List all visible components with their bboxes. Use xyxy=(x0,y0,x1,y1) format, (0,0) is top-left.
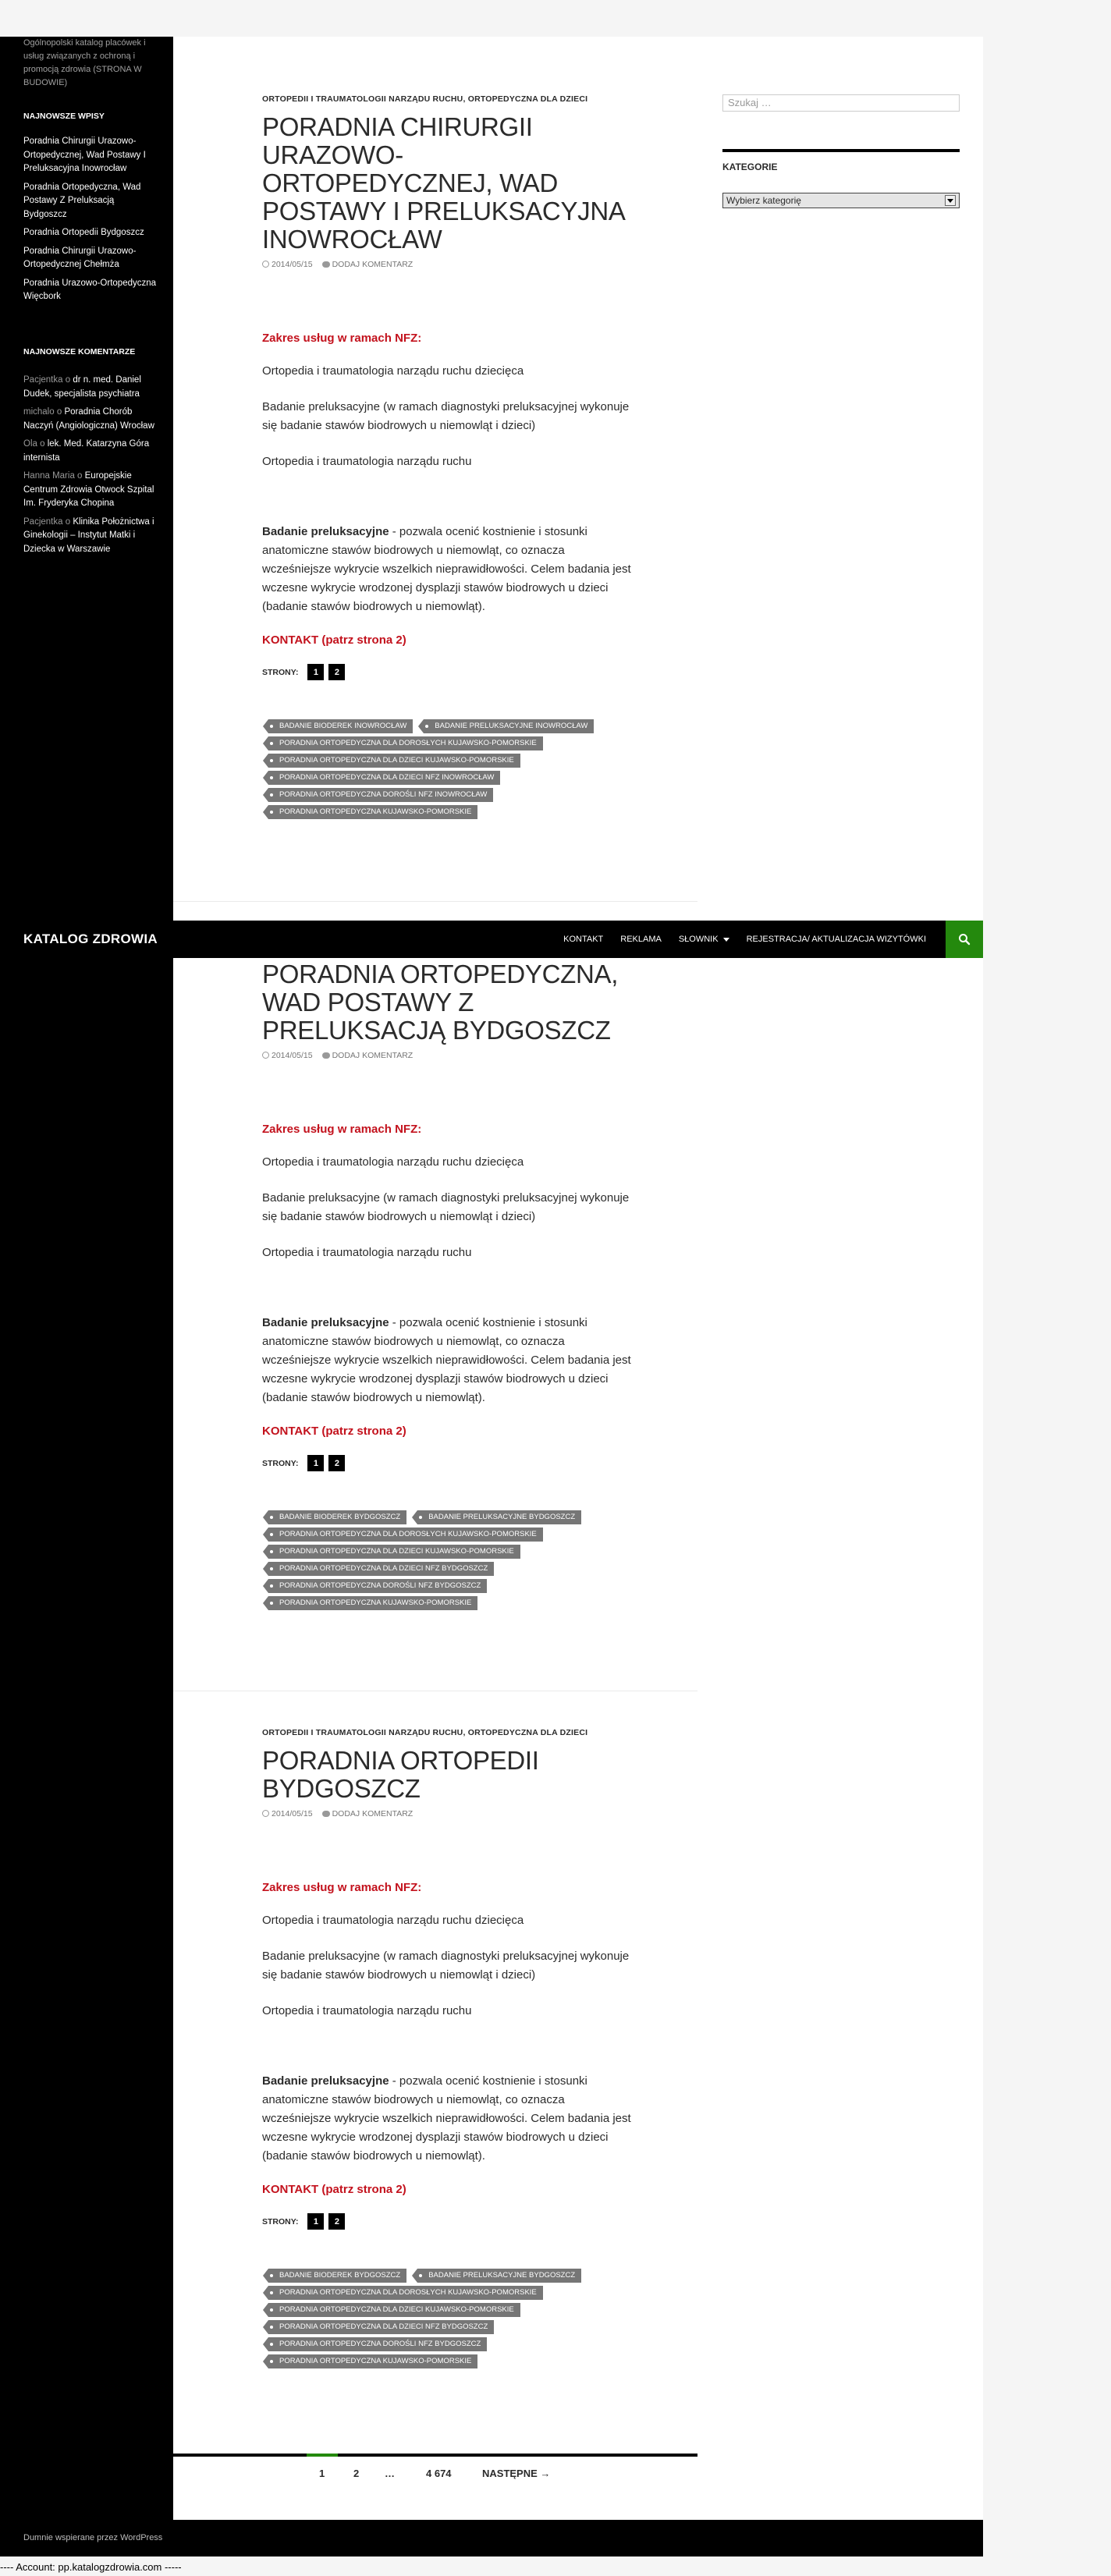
paragraph: Badanie preluksacyjne (w ramach diagnostyki preluksacyjnej wykonuje się badanie stawów biodrowych u niemowląt i dzieci) xyxy=(262,1950,630,1982)
pagination-last[interactable]: 4 674 xyxy=(426,2468,452,2479)
account-line: ---- Account: pp.katalogzdrowia.com ----- xyxy=(0,2561,182,2573)
paragraph: Ortopedia i traumatologia narządu ruchu dziecięca xyxy=(262,1155,524,1169)
comment-post-link[interactable]: Poradnia Chorób Naczyń (Angiologiczna) Wrocław xyxy=(23,407,154,431)
page-links xyxy=(262,2213,632,2230)
pagination-current: 1 xyxy=(319,2468,325,2479)
article-date-text: 2014/05/15 xyxy=(272,1809,313,1818)
paragraph-description xyxy=(262,523,632,616)
pagination-next[interactable]: NASTĘPNE → xyxy=(482,2468,551,2479)
comment-item xyxy=(23,438,160,465)
description-text: - pozwala ocenić kostnienie i stosunki anatomiczne stawów biodrowych u niemowląt, co oznacza wcześniejsze wykrycie wszelkich nieprawidłowości. Celem badania jest wczesne wykrycie wrodzonej dysplazji stawów biodrowych u dzieci (badanie stawów biodrowych u niemowląt). xyxy=(262,2074,631,2163)
add-comment-text: DODAJ KOMENTARZ xyxy=(332,1051,414,1060)
article-separator xyxy=(173,901,697,902)
add-comment-link[interactable] xyxy=(322,1051,414,1060)
pages-label: STRONY: xyxy=(262,2216,299,2227)
comment-icon xyxy=(322,1811,330,1817)
tag[interactable]: PORADNIA ORTOPEDYCZNA DOROŚLI NFZ BYDGOSZCZ xyxy=(268,1579,487,1593)
tag[interactable]: PORADNIA ORTOPEDYCZNA DLA DOROSŁYCH KUJAWSKO-POMORSKIE xyxy=(268,736,543,750)
add-comment-link[interactable] xyxy=(322,260,414,269)
bold-term: Badanie preluksacyjne xyxy=(262,2074,389,2088)
comment-icon xyxy=(322,1052,330,1059)
recent-posts-title: NAJNOWSZE WPISY xyxy=(23,112,105,121)
site-description: Ogólnopolski katalog placówek i usług związanych z ochroną i promocją zdrowia (STRONA W BUDOWIE) xyxy=(23,38,146,87)
paragraph: Ortopedia i traumatologia narządu ruchu dziecięca xyxy=(262,364,524,378)
site-title[interactable]: KATALOG ZDROWIA xyxy=(23,931,158,946)
page-link[interactable]: 2 xyxy=(328,1455,345,1471)
comment-post-link[interactable]: Europejskie Centrum Zdrowia Otwock Szpital Im. Fryderyka Chopina xyxy=(23,471,154,508)
categories-select-value: Wybierz kategorię xyxy=(726,195,801,206)
clock-icon xyxy=(262,1052,269,1059)
nfz-heading: Zakres usług w ramach NFZ: xyxy=(262,1123,422,1136)
recent-comments-title: NAJNOWSZE KOMENTARZE xyxy=(23,347,136,357)
tag[interactable]: PORADNIA ORTOPEDYCZNA DLA DZIECI KUJAWSKO-POMORSKIE xyxy=(268,1545,520,1559)
page-link[interactable]: 1 xyxy=(307,1455,324,1471)
article-2 xyxy=(262,960,632,1610)
tag[interactable]: BADANIE BIODEREK BYDGOSZCZ xyxy=(268,2269,406,2283)
page-link[interactable]: 2 xyxy=(328,664,345,680)
pagination-page-2[interactable]: 2 xyxy=(353,2468,360,2479)
tag[interactable]: PORADNIA ORTOPEDYCZNA DLA DZIECI NFZ BYDGOSZCZ xyxy=(268,2320,494,2334)
nav-item-slownik[interactable] xyxy=(670,921,738,958)
comment-sep: o xyxy=(37,439,48,449)
recent-post-link[interactable]: Poradnia Ortopedyczna, Wad Postawy Z Preluksacją Bydgoszcz xyxy=(23,182,141,219)
primary-nav xyxy=(555,921,935,958)
add-comment-link[interactable] xyxy=(322,1809,414,1818)
add-comment-text: DODAJ KOMENTARZ xyxy=(332,1809,414,1818)
article-1 xyxy=(262,94,632,819)
tag[interactable]: PORADNIA ORTOPEDYCZNA KUJAWSKO-POMORSKIE xyxy=(268,1596,477,1610)
tag-list xyxy=(262,2269,644,2368)
tag-list xyxy=(262,719,644,819)
masthead xyxy=(0,921,983,958)
nav-item-kontakt[interactable]: KONTAKT xyxy=(563,935,604,944)
chevron-down-icon xyxy=(945,195,956,206)
page-link[interactable]: 1 xyxy=(307,2213,324,2230)
categories-title: KATEGORIE xyxy=(722,161,778,172)
tag[interactable]: BADANIE BIODEREK INOWROCŁAW xyxy=(268,719,413,733)
article-date-text: 2014/05/15 xyxy=(272,260,313,269)
categories-rule xyxy=(722,149,960,152)
article-categories[interactable]: ORTOPEDII I TRAUMATOLOGII NARZĄDU RUCHU, ORTOPEDYCZNA DLA DZIECI xyxy=(262,1728,588,1737)
comment-sep: o xyxy=(54,407,65,417)
bold-term: Badanie preluksacyjne xyxy=(262,525,389,538)
powered-by-link[interactable]: Dumnie wspierane przez WordPress xyxy=(23,2533,163,2542)
comment-author: Pacjentka xyxy=(23,375,63,385)
description-text: - pozwala ocenić kostnienie i stosunki anatomiczne stawów biodrowych u niemowląt, co oznacza wcześniejsze wykrycie wszelkich nieprawidłowości. Celem badania jest wczesne wykrycie wrodzonej dysplazji stawów biodrowych u dzieci (badanie stawów biodrowych u niemowląt). xyxy=(262,1316,631,1404)
comment-sep: o xyxy=(62,516,73,527)
recent-posts-list xyxy=(23,135,160,309)
comment-sep: o xyxy=(74,471,85,481)
nav-item-reklama[interactable]: REKLAMA xyxy=(620,935,662,944)
article-meta xyxy=(262,260,632,269)
description-text: - pozwala ocenić kostnienie i stosunki anatomiczne stawów biodrowych u niemowląt, co oznacza wcześniejsze wykrycie wszelkich nieprawidłowości. Celem badania jest wczesne wykrycie wrodzonej dysplazji stawów biodrowych u dzieci (badanie stawów biodrowych u niemowląt). xyxy=(262,525,631,613)
paragraph: Ortopedia i traumatologia narządu ruchu xyxy=(262,455,472,468)
tag[interactable]: BADANIE BIODEREK BYDGOSZCZ xyxy=(268,1510,406,1524)
comment-post-link[interactable]: Klinika Położnictwa i Ginekologii – Instytut Matki i Dziecka w Warszawie xyxy=(23,516,154,554)
tag[interactable]: PORADNIA ORTOPEDYCZNA DOROŚLI NFZ BYDGOSZCZ xyxy=(268,2337,487,2351)
comment-item xyxy=(23,516,160,557)
article-3 xyxy=(262,1728,632,2368)
left-sidebar xyxy=(0,37,173,2520)
recent-post-link[interactable]: Poradnia Ortopedii Bydgoszcz xyxy=(23,228,144,237)
recent-post-link[interactable]: Poradnia Chirurgii Urazowo-Ortopedycznej, Wad Postawy I Preluksacyjna Inowrocław xyxy=(23,137,146,173)
tag[interactable]: PORADNIA ORTOPEDYCZNA DLA DOROSŁYCH KUJAWSKO-POMORSKIE xyxy=(268,1528,543,1542)
tag-list xyxy=(262,1510,644,1610)
nav-item-rejestracja[interactable]: REJESTRACJA/ AKTUALIZACJA WIZYTÓWKI xyxy=(746,935,926,944)
article-title[interactable]: PORADNIA CHIRURGII URAZOWO-ORTOPEDYCZNEJ, WAD POSTAWY I PRELUKSACYJNA INOWROCŁAW xyxy=(262,112,624,254)
article-title[interactable]: PORADNIA ORTOPEDII BYDGOSZCZ xyxy=(262,1746,539,1803)
tag[interactable]: BADANIE PRELUKSACYJNE BYDGOSZCZ xyxy=(417,2269,581,2283)
contact-note: KONTAKT (patrz strona 2) xyxy=(262,1425,406,1438)
comment-author: michalo xyxy=(23,407,55,417)
caret-down-icon xyxy=(723,938,729,942)
clock-icon xyxy=(262,261,269,268)
paragraph: Badanie preluksacyjne (w ramach diagnostyki preluksacyjnej wykonuje się badanie stawów biodrowych u niemowląt i dzieci) xyxy=(262,1191,630,1223)
article-date[interactable] xyxy=(262,1809,313,1818)
comment-post-link[interactable]: lek. Med. Katarzyna Góra internista xyxy=(23,439,150,463)
tag[interactable]: PORADNIA ORTOPEDYCZNA KUJAWSKO-POMORSKIE xyxy=(268,805,477,819)
tag[interactable]: PORADNIA ORTOPEDYCZNA DLA DZIECI NFZ BYDGOSZCZ xyxy=(268,1562,494,1576)
recent-comments-list xyxy=(23,374,160,561)
contact-note: KONTAKT (patrz strona 2) xyxy=(262,633,406,647)
tag[interactable]: BADANIE PRELUKSACYJNE BYDGOSZCZ xyxy=(417,1510,581,1524)
page xyxy=(0,37,983,2556)
bold-term: Badanie preluksacyjne xyxy=(262,1316,389,1329)
posts-pagination xyxy=(173,2454,697,2485)
search-icon xyxy=(958,933,971,946)
article-categories[interactable]: ORTOPEDII I TRAUMATOLOGII NARZĄDU RUCHU, ORTOPEDYCZNA DLA DZIECI xyxy=(262,94,588,104)
tag[interactable]: PORADNIA ORTOPEDYCZNA DLA DZIECI NFZ INOWROCŁAW xyxy=(268,771,500,785)
current-page-indicator xyxy=(307,2454,338,2457)
page-links xyxy=(262,664,632,680)
paragraph-description xyxy=(262,2072,632,2166)
contact-note: KONTAKT (patrz strona 2) xyxy=(262,2183,406,2196)
paragraph: Ortopedia i traumatologia narządu ruchu dziecięca xyxy=(262,1914,524,1927)
article-meta xyxy=(262,1051,632,1060)
categories-select[interactable] xyxy=(722,193,960,208)
site-footer xyxy=(0,2520,983,2556)
nfz-heading: Zakres usług w ramach NFZ: xyxy=(262,332,422,345)
widget-search-input[interactable]: Szukaj … xyxy=(722,94,960,112)
comment-author: Pacjentka xyxy=(23,516,63,527)
article-title[interactable]: PORADNIA ORTOPEDYCZNA, WAD POSTAWY Z PRELUKSACJĄ BYDGOSZCZ xyxy=(262,960,619,1045)
page-links xyxy=(262,1455,632,1471)
pages-label: STRONY: xyxy=(262,1458,299,1468)
nfz-heading: Zakres usług w ramach NFZ: xyxy=(262,1881,422,1894)
recent-post-link[interactable]: Poradnia Urazowo-Ortopedyczna Więcbork xyxy=(23,278,157,301)
comment-icon xyxy=(322,261,330,268)
nav-item-slownik-label: SŁOWNIK xyxy=(678,935,719,944)
tag[interactable]: PORADNIA ORTOPEDYCZNA DLA DZIECI KUJAWSKO-POMORSKIE xyxy=(268,754,520,768)
comment-item xyxy=(23,406,160,433)
tag[interactable]: PORADNIA ORTOPEDYCZNA DLA DZIECI KUJAWSKO-POMORSKIE xyxy=(268,2303,520,2317)
comment-author: Hanna Maria xyxy=(23,471,75,481)
article-date[interactable] xyxy=(262,1051,313,1060)
comment-item xyxy=(23,374,160,401)
page-link[interactable]: 1 xyxy=(307,664,324,680)
comment-author: Ola xyxy=(23,439,37,449)
add-comment-text: DODAJ KOMENTARZ xyxy=(332,260,414,269)
paragraph: Badanie preluksacyjne (w ramach diagnostyki preluksacyjnej wykonuje się badanie stawów biodrowych u niemowląt i dzieci) xyxy=(262,400,630,432)
article-date[interactable] xyxy=(262,260,313,269)
page-link[interactable]: 2 xyxy=(328,2213,345,2230)
tag[interactable]: PORADNIA ORTOPEDYCZNA DLA DOROSŁYCH KUJAWSKO-POMORSKIE xyxy=(268,2286,543,2300)
paragraph-description xyxy=(262,1314,632,1407)
search-toggle-button[interactable] xyxy=(946,921,983,958)
paragraph: Ortopedia i traumatologia narządu ruchu xyxy=(262,2004,472,2017)
comment-sep: o xyxy=(62,375,73,385)
tag[interactable]: PORADNIA ORTOPEDYCZNA KUJAWSKO-POMORSKIE xyxy=(268,2354,477,2368)
article-meta xyxy=(262,1809,632,1818)
tag[interactable]: BADANIE PRELUKSACYJNE INOWROCŁAW xyxy=(424,719,594,733)
comment-post-link[interactable]: dr n. med. Daniel Dudek, specjalista psychiatra xyxy=(23,375,141,399)
comment-item xyxy=(23,470,160,511)
recent-post-link[interactable]: Poradnia Chirurgii Urazowo-Ortopedycznej Chełmża xyxy=(23,246,137,269)
paragraph: Ortopedia i traumatologia narządu ruchu xyxy=(262,1246,472,1259)
pagination-dots: … xyxy=(385,2468,395,2479)
clock-icon xyxy=(262,1810,269,1817)
article-date-text: 2014/05/15 xyxy=(272,1051,313,1060)
pages-label: STRONY: xyxy=(262,667,299,677)
tag[interactable]: PORADNIA ORTOPEDYCZNA DOROŚLI NFZ INOWROCŁAW xyxy=(268,788,493,802)
